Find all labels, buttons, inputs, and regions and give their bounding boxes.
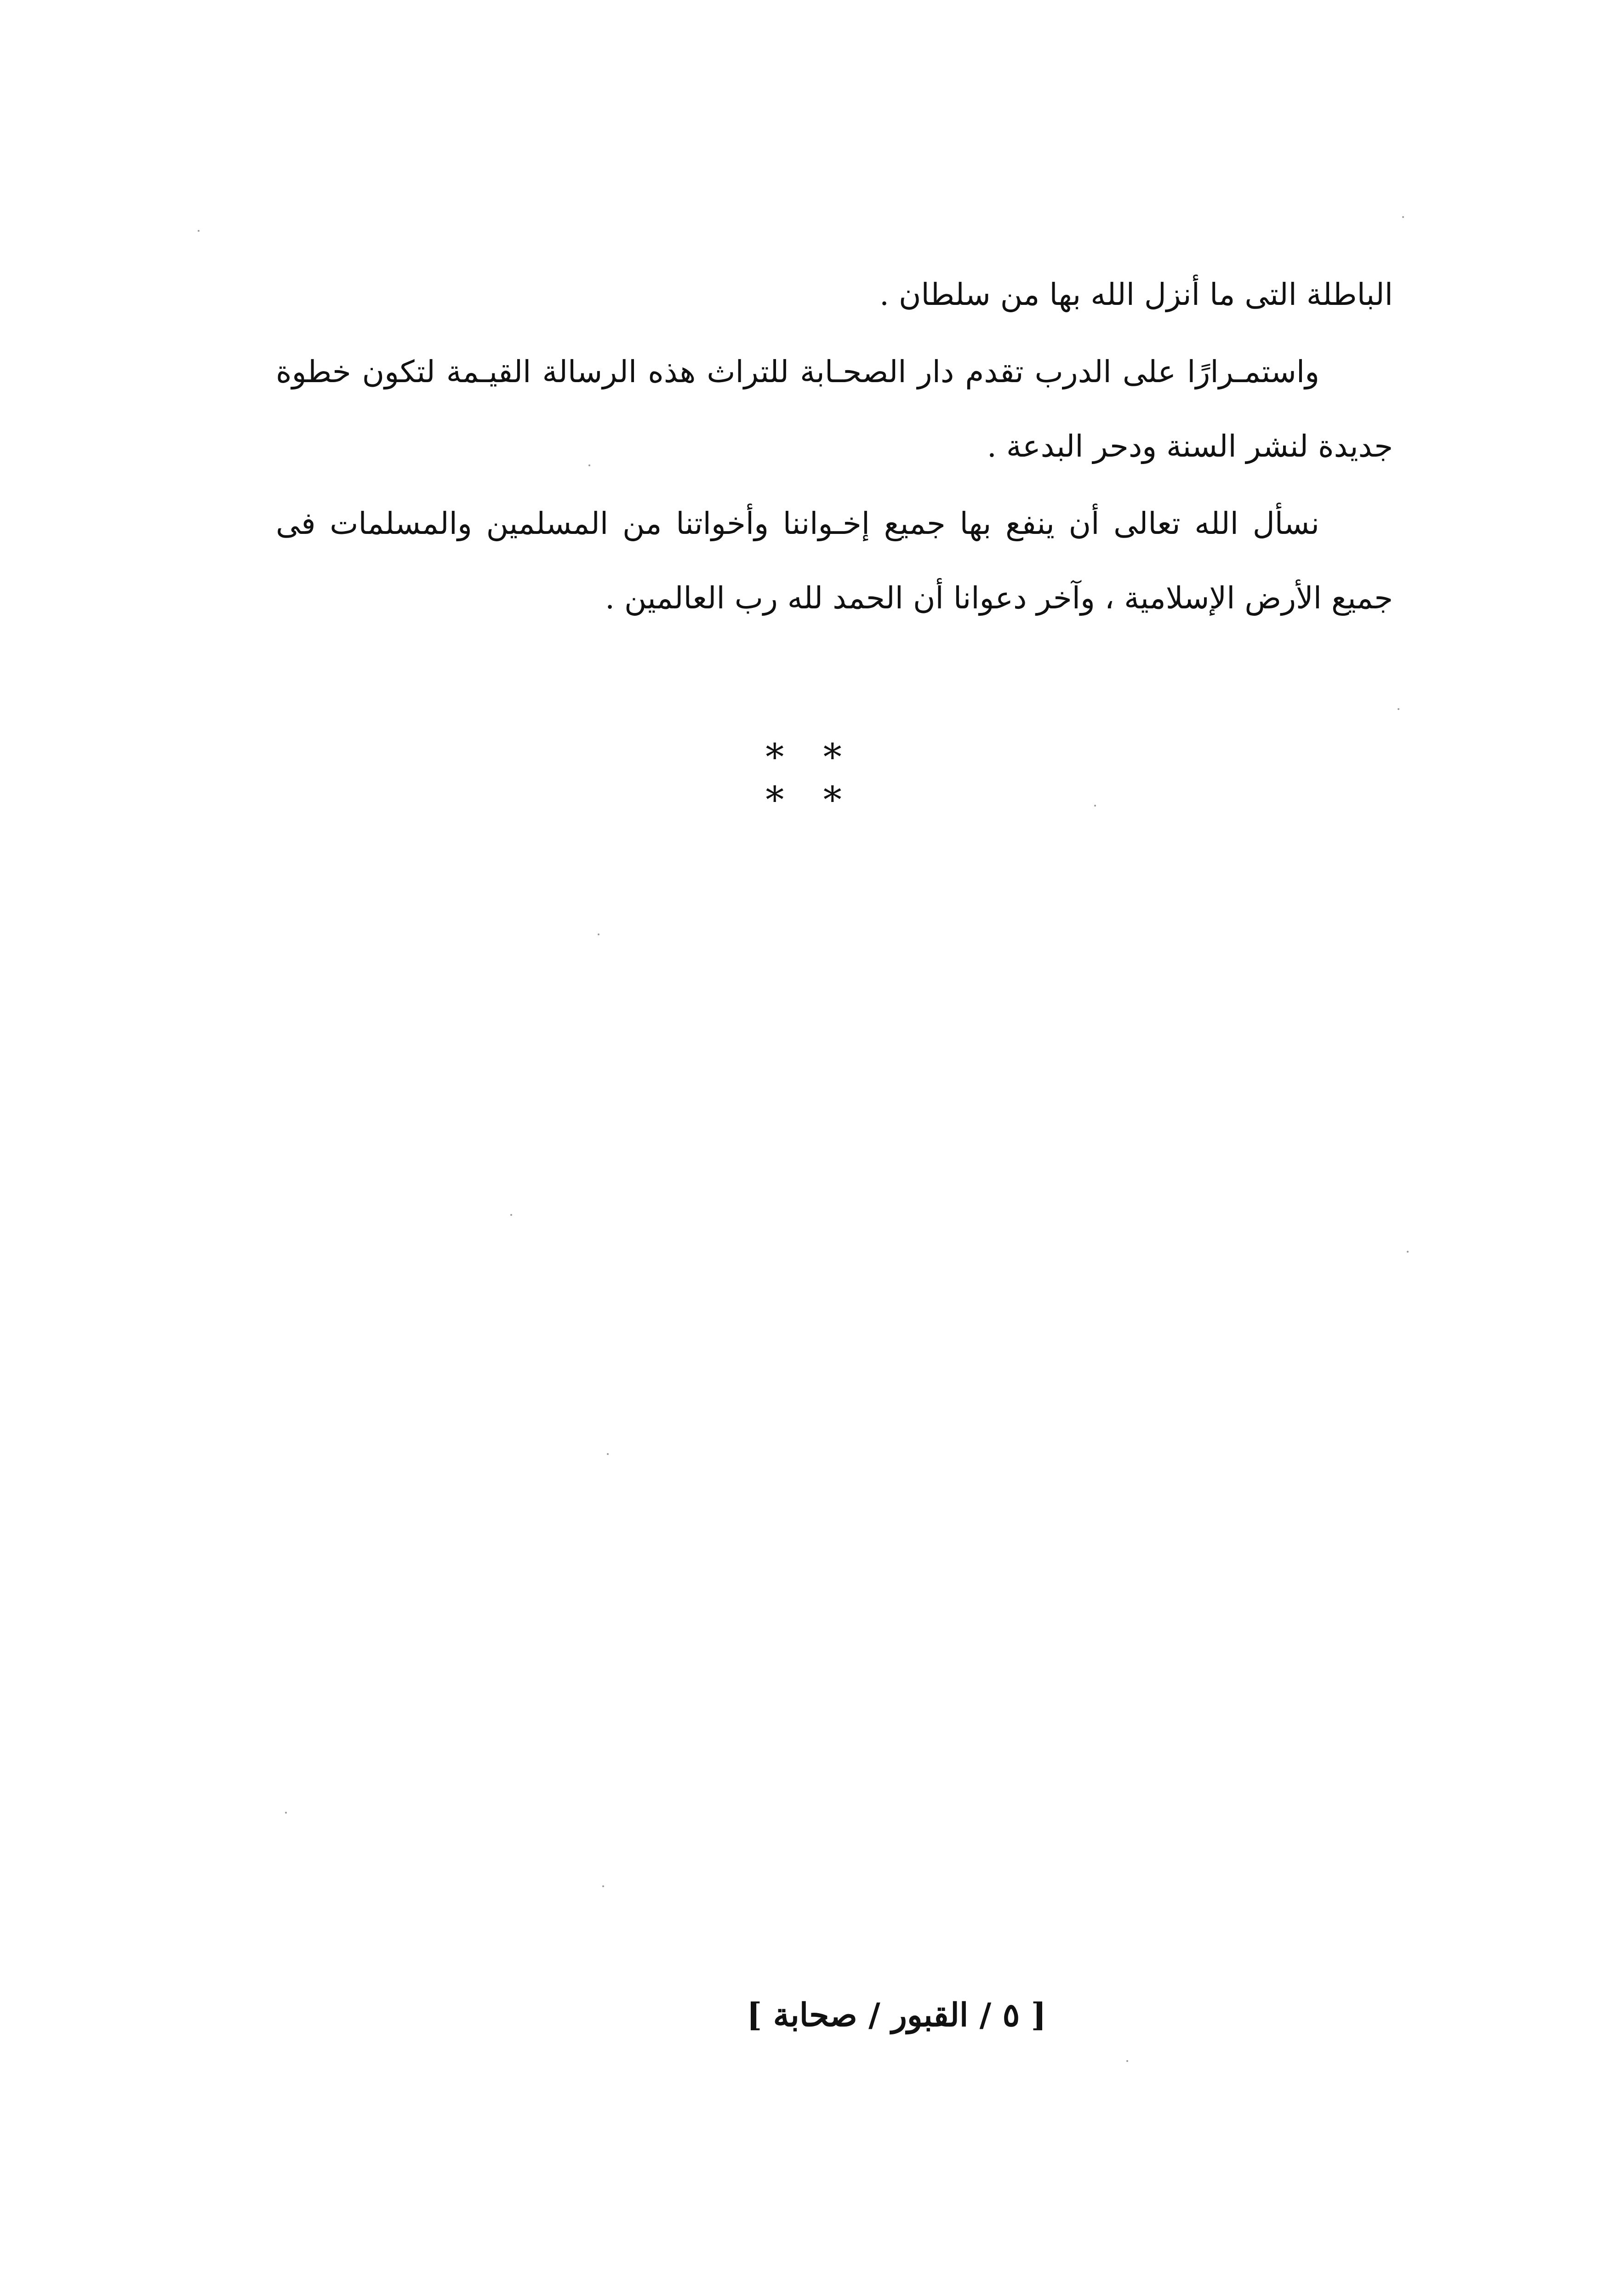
scan-speck bbox=[598, 933, 599, 935]
scan-speck bbox=[1398, 708, 1399, 710]
scan-speck bbox=[285, 1812, 287, 1814]
body-text bbox=[276, 258, 1393, 636]
scan-speck bbox=[198, 230, 200, 232]
section-separator: * * * * bbox=[765, 736, 856, 821]
paragraph-1: الباطلة التى ما أنزل الله بها من سلطان . bbox=[879, 277, 1393, 312]
scan-speck bbox=[1094, 805, 1096, 807]
paragraph-2: واستمـرارًا على الدرب تقدم دار الصحـابة للتراث هذه الرسالة القيـمة لتكون خطوة جديدة لنشر السنة ودحر البدعة . bbox=[276, 354, 1393, 464]
scan-speck bbox=[1402, 216, 1404, 218]
page-footer: [ ٥ / القبور / صحابة ] bbox=[747, 1996, 1046, 2034]
scan-speck bbox=[1126, 2060, 1128, 2062]
paragraph-3: نسأل الله تعالى أن ينفع بها جميع إخـواننا وأخواتنا من المسلمين والمسلمات فى جميع الأرض الإسلامية ، وآخر دعوانا أن الحمد لله رب العالمين . bbox=[276, 506, 1393, 616]
scan-speck bbox=[1407, 1251, 1409, 1253]
scan-speck bbox=[510, 1214, 512, 1216]
scan-speck bbox=[588, 464, 590, 466]
scan-speck bbox=[602, 1885, 604, 1887]
scan-speck bbox=[607, 1453, 609, 1455]
